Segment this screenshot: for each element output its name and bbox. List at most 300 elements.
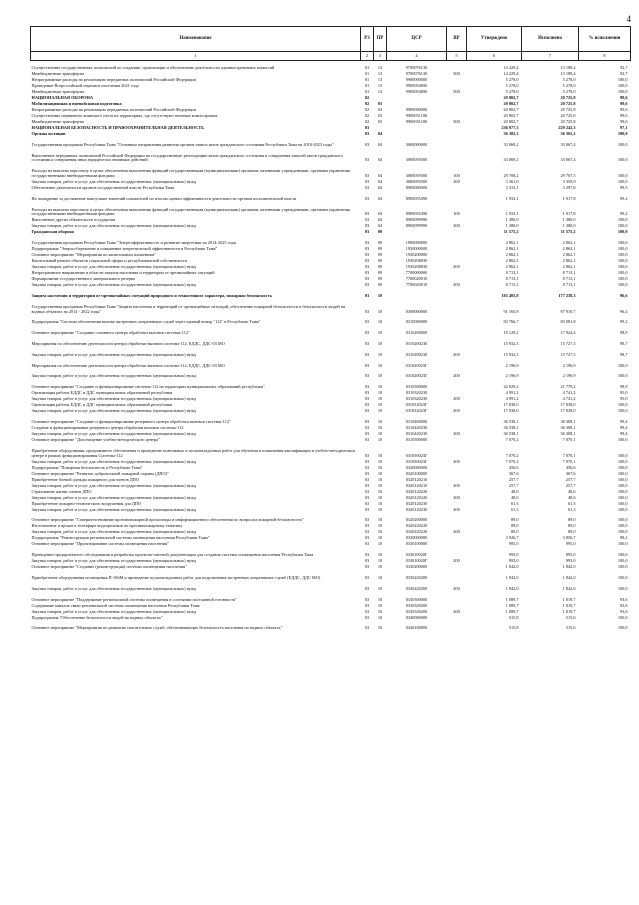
row-percent: 100,0: [617, 258, 628, 264]
row-approved: 1 933,1: [505, 195, 519, 201]
row-pr: 10: [377, 596, 383, 602]
table-row: [31, 379, 631, 390]
row-percent: 100,0: [617, 523, 628, 529]
row-csr: 0320220220: [405, 529, 428, 535]
row-pr: 10: [377, 574, 383, 580]
row-csr: 0320120220: [405, 494, 428, 500]
row-rz: 01: [364, 77, 370, 82]
table-row: [31, 288, 631, 299]
row-csr: 8900055490: [405, 211, 428, 217]
row-rz: 03: [364, 351, 370, 357]
row-name: Осуществление государственных полномочий по созданию, организации и обеспечению деятельности административных комиссий: [31, 65, 275, 70]
row-name: Подпрограмма "Энергосбережение и повышение энергетической эффективности в Республике Тыва": [31, 246, 218, 252]
row-rz: 03: [364, 558, 370, 564]
row-percent: 100,0: [617, 270, 628, 276]
row-executed: 20 725,8: [560, 101, 576, 106]
row-name: Выполнение переданных полномочий Российской Федерации на государственную регистрацию актов гражданского состояния и совершения записей актов гражданского состояния и совершения иных юридически значимых действий: [31, 152, 343, 163]
row-percent: 100,0: [617, 452, 628, 458]
table-row: [31, 148, 631, 164]
row-executed: 20 725,8: [560, 95, 576, 100]
row-executed: 7 070,1: [562, 458, 576, 464]
row-executed: 2 862,1: [562, 246, 576, 252]
row-csr: 0320200000: [405, 517, 428, 523]
row-vr: 200: [453, 223, 460, 229]
row-vr: 100: [453, 172, 460, 178]
row-percent: 100,0: [617, 89, 628, 94]
row-csr: 3000059300: [405, 172, 428, 178]
row-rz: 03: [364, 258, 370, 264]
row-executed: 2 196,9: [562, 373, 576, 379]
row-rz: 03: [364, 223, 370, 229]
row-csr: 0310420230: [405, 430, 428, 436]
row-csr: 0330220200: [405, 574, 428, 580]
row-approved: 2 862,1: [505, 246, 519, 252]
row-approved: 367,6: [508, 470, 519, 476]
row-name: Закупка товаров, работ и услуг для обеспечения государственных (муниципальных) нужд: [31, 585, 197, 591]
row-vr: [447, 60, 467, 71]
row-name: Межбюджетные трансферты: [31, 119, 85, 124]
row-vr: 200: [453, 506, 460, 512]
row-csr: 8900055490: [405, 195, 428, 201]
row-rz: 02: [364, 95, 370, 100]
row-csr: 031032023Г: [405, 408, 428, 414]
row-name: Закупка товаров, работ и услуг для обеспечения государственных (муниципальных) нужд: [31, 373, 197, 379]
row-csr: 0330320200: [405, 602, 428, 608]
row-executed: 2 862,1: [562, 252, 576, 258]
row-approved: 91 165,8: [503, 308, 519, 314]
row-rz: 03: [364, 172, 370, 178]
row-rz: 03: [364, 373, 370, 379]
row-percent: 98,9: [619, 330, 628, 336]
row-vr: [447, 592, 467, 603]
row-vr: 200: [453, 585, 460, 591]
table-row: [31, 414, 631, 425]
row-pr: 09: [377, 229, 383, 235]
row-csr: 031032023Г: [405, 402, 428, 408]
row-rz: 03: [364, 264, 370, 270]
row-percent: 98,7: [619, 340, 628, 346]
row-csr: 0310000000: [405, 319, 428, 325]
row-executed: 5 278,0: [562, 83, 576, 88]
row-rz: 03: [364, 523, 370, 529]
row-name: Межбюджетные трансферты: [31, 89, 85, 94]
col-num: 5: [447, 52, 467, 61]
table-row: [31, 443, 631, 459]
row-rz: 03: [364, 494, 370, 500]
row-executed: 5 278,0: [562, 89, 576, 94]
row-csr: 3000059300: [405, 178, 428, 184]
row-executed: 257,7: [565, 482, 576, 488]
col-num: 2: [361, 52, 374, 61]
table-row: [31, 299, 631, 315]
row-pr: 13: [377, 83, 383, 88]
row-percent: 100,0: [617, 246, 628, 252]
row-approved: 1 933,1: [505, 211, 519, 217]
row-vr: 200: [453, 608, 460, 614]
row-percent: 99,2: [619, 319, 628, 325]
row-percent: 99,6: [619, 119, 628, 124]
col-num: 1: [31, 52, 361, 61]
row-percent: 100,0: [617, 141, 628, 147]
row-percent: 93,6: [619, 596, 628, 602]
row-executed: 995,0: [565, 558, 576, 564]
row-approved: 5 278,0: [505, 83, 519, 88]
row-executed: 20 725,8: [560, 119, 576, 124]
row-pr: 10: [377, 506, 383, 512]
row-name: Основное мероприятие "Проектирование системы оповещения населения": [31, 541, 169, 547]
row-vr: 200: [453, 264, 460, 270]
row-name: Защита населения и территории от чрезвычайных ситуаций природного и техногенного характера, пожарная безопасность: [31, 292, 272, 298]
row-percent: 100,0: [617, 276, 628, 282]
row-name: Формирование государственного материального резерва: [31, 276, 135, 282]
row-pr: 10: [377, 340, 383, 346]
row-approved: 29 708,2: [503, 172, 519, 178]
row-rz: 03: [364, 276, 370, 282]
row-name: Приобретение боевой одежды пожарного для членов ДПО: [31, 476, 139, 482]
row-rz: 03: [364, 500, 370, 506]
row-approved: 36 538,1: [503, 424, 519, 430]
row-rz: 03: [364, 574, 370, 580]
row-pr: 10: [377, 402, 383, 408]
row-pr: 10: [377, 558, 383, 564]
row-rz: 01: [364, 83, 370, 88]
row-rz: 03: [364, 529, 370, 535]
row-vr: [447, 620, 467, 631]
row-pr: 10: [377, 535, 383, 541]
row-rz: 03: [364, 458, 370, 464]
row-rz: 03: [364, 552, 370, 558]
row-approved: 17 038,0: [503, 408, 519, 414]
col-header-pr: ПР: [374, 27, 387, 52]
row-executed: 8 713,1: [562, 282, 576, 288]
row-approved: 2 862,1: [505, 240, 519, 246]
row-percent: 93,6: [619, 602, 628, 608]
row-approved: 7 070,2: [505, 436, 519, 442]
row-name: Закупка товаров, работ и услуг для обеспечения государственных (муниципальных) нужд: [31, 506, 197, 512]
row-percent: 99,2: [619, 211, 628, 217]
row-name: Непрограммное направление в области защиты населения и территории от чрезвычайных ситуаций: [31, 270, 215, 276]
row-approved: 33 069,2: [503, 141, 519, 147]
row-executed: 456,6: [565, 464, 576, 470]
row-csr: 0320220220: [405, 523, 428, 529]
row-rz: 03: [364, 178, 370, 184]
row-name: Закупка товаров, работ и услуг для обеспечения государственных (муниципальных) нужд: [31, 608, 197, 614]
row-csr: 9900054690: [405, 89, 428, 94]
row-percent: 100,0: [617, 506, 628, 512]
row-executed: 1 917,8: [562, 211, 576, 217]
row-percent: 100,0: [617, 373, 628, 379]
row-pr: 10: [377, 488, 383, 494]
row-name: Основное мероприятие "Создание и функционирование резервного центра обработки вызовов системы-112": [31, 418, 231, 424]
row-executed: 17 924,4: [560, 330, 576, 336]
row-pr: 10: [377, 452, 383, 458]
row-approved: 17 038,0: [503, 402, 519, 408]
row-vr: 200: [453, 396, 460, 402]
col-header-executed: Исполнено: [522, 27, 579, 52]
page-number: 4: [626, 14, 631, 24]
row-rz: 03: [364, 585, 370, 591]
row-name: Подпрограмма "Обеспечение безопасности людей на водных объектах": [31, 614, 163, 620]
row-executed: 3 856,7: [562, 535, 576, 541]
table-row: [31, 235, 631, 246]
row-pr: 09: [377, 264, 383, 270]
row-csr: 0310200230: [405, 340, 428, 346]
row-percent: 100,0: [617, 362, 628, 368]
row-executed: 7 070,1: [562, 452, 576, 458]
table-row: [31, 512, 631, 523]
row-percent: 100,0: [617, 476, 628, 482]
row-executed: 2 862,1: [562, 264, 576, 270]
row-executed: 89,0: [567, 523, 576, 529]
row-approved: 11 575,2: [503, 229, 519, 235]
row-rz: 03: [364, 464, 370, 470]
row-approved: 14 229,4: [503, 65, 519, 70]
row-csr: 0330220200: [405, 585, 428, 591]
table-row: [31, 570, 631, 581]
row-approved: 3 313,1: [505, 184, 519, 190]
row-name: Закупка товаров, работ и услуг для обеспечения государственных (муниципальных) нужд: [31, 351, 197, 357]
row-rz: 03: [364, 292, 370, 298]
row-csr: 1930200000: [405, 252, 428, 258]
row-name: Содержание каналов связи региональной системы оповещения населения Республики Тыва: [31, 602, 200, 608]
row-csr: 033010020Г: [405, 552, 428, 558]
row-rz: 03: [364, 402, 370, 408]
row-percent: 97,1: [619, 125, 628, 130]
row-approved: 15 932,3: [503, 340, 519, 346]
row-executed: 21 779,2: [560, 384, 576, 390]
row-csr: 031050023Г: [405, 452, 428, 458]
row-executed: 83 081,8: [560, 319, 576, 325]
row-executed: 1 842,0: [562, 564, 576, 570]
table-row: [31, 60, 631, 71]
row-name: НАЦИОНАЛЬНАЯ ОБОРОНА: [31, 95, 93, 100]
row-vr: [447, 137, 467, 148]
row-name: Органы юстиции: [31, 131, 66, 136]
row-name: Основное мероприятие "Развитие добровольной пожарной охраны (ДПО)": [31, 470, 169, 476]
row-pr: 10: [377, 602, 383, 608]
row-name: Основное мероприятие "Создание (реконструкция) системы оповещения населения": [31, 564, 187, 570]
row-approved: 2 862,1: [505, 252, 519, 258]
row-name: Организация работы ЕДДС и ДДС муниципальных образований республики: [31, 390, 173, 396]
row-executed: 48,6: [567, 488, 576, 494]
table-row: [31, 137, 631, 148]
row-rz: 02: [364, 119, 370, 124]
row-pr: 09: [377, 276, 383, 282]
row-approved: 20 802,7: [503, 113, 519, 118]
col-header-approved: Утверждено: [467, 27, 522, 52]
row-approved: 1 089,7: [505, 602, 519, 608]
row-approved: 22 029,2: [503, 384, 519, 390]
row-percent: 100,0: [617, 131, 628, 136]
row-name: Приобретение оборудования оповещения П-166М и проведение пусконаладочных работ для подключения экстренных оперативных служб (ЕДДС, ДДС МО): [31, 574, 321, 580]
row-rz: 03: [364, 564, 370, 570]
row-percent: 100,0: [617, 552, 628, 558]
row-approved: 7 070,2: [505, 458, 519, 464]
row-percent: 100,0: [617, 252, 628, 258]
row-rz: 02: [364, 107, 370, 112]
row-executed: 3 359,9: [562, 178, 576, 184]
row-percent: 99,4: [619, 424, 628, 430]
row-pr: 10: [377, 458, 383, 464]
row-vr: [447, 191, 467, 202]
row-executed: 17 038,0: [560, 408, 576, 414]
row-pr: 10: [377, 608, 383, 614]
row-pr: 09: [377, 282, 383, 288]
row-rz: 03: [364, 270, 370, 276]
row-percent: 100,0: [617, 264, 628, 270]
row-csr: 0300000000: [405, 308, 428, 314]
row-percent: 100,0: [617, 172, 628, 178]
col-header-name: Наименование: [31, 27, 361, 52]
row-executed: 2 862,1: [562, 240, 576, 246]
row-name: Закупка товаров, работ и услуг для обеспечения государственных (муниципальных) нужд: [31, 482, 197, 488]
col-num: 7: [522, 52, 579, 61]
row-executed: 20 725,8: [560, 107, 576, 112]
row-executed: 15 727,5: [560, 351, 576, 357]
row-approved: 236 077,3: [501, 125, 519, 130]
row-name: Закупка товаров, работ и услуг для обеспечения государственных (муниципальных) нужд: [31, 282, 197, 288]
row-percent: 95,0: [619, 396, 628, 402]
row-name: Закупка товаров, работ и услуг для обеспечения государственных (муниципальных) нужд: [31, 494, 197, 500]
row-percent: 92,7: [619, 65, 628, 70]
row-percent: 92,7: [619, 71, 628, 76]
row-approved: 1 842,0: [505, 564, 519, 570]
row-executed: 1 019,7: [562, 602, 576, 608]
row-csr: 0310500000: [405, 436, 428, 442]
table-row: [31, 336, 631, 347]
row-pr: 09: [377, 270, 383, 276]
row-approved: 8 713,1: [505, 276, 519, 282]
row-csr: 0320120210: [405, 482, 428, 488]
row-name: Расходы на выплаты персоналу в целях обеспечения выполнения функций государственными (муниципальными) органами, казенными учреждениями, органами управления государственными внебюджетными фондами: [31, 206, 350, 217]
row-rz: 03: [364, 390, 370, 396]
row-rz: 03: [364, 362, 370, 368]
row-executed: 367,6: [565, 470, 576, 476]
row-percent: 100,0: [617, 529, 628, 535]
row-csr: 0320120230: [405, 500, 428, 506]
row-name: Закупка товаров, работ и услуг для обеспечения государственных (муниципальных) нужд: [31, 558, 197, 564]
row-pr: 04: [377, 172, 383, 178]
row-name: Основное мероприятие "Создание и функционирование системы-112 на территории муниципальных образований республики": [31, 384, 265, 390]
row-pr: 10: [377, 541, 383, 547]
row-csr: 8900000000: [405, 184, 428, 190]
table-row: [31, 163, 631, 179]
row-name: Закупка товаров, работ и услуг для обеспечения государственных (муниципальных) нужд: [31, 458, 197, 464]
row-pr: 10: [377, 430, 383, 436]
row-rz: 02: [364, 113, 370, 118]
row-percent: 98,9: [619, 384, 628, 390]
row-csr: 0320120210: [405, 476, 428, 482]
table-row: [31, 314, 631, 325]
row-name: Подпрограмма "Пожарная безопасность в Республике Тыва": [31, 464, 143, 470]
row-csr: 0330320200: [405, 608, 428, 614]
table-row: [31, 347, 631, 358]
table-row: [31, 202, 631, 218]
row-percent: 100,0: [617, 488, 628, 494]
row-vr: [447, 443, 467, 459]
row-approved: 1 380,0: [505, 217, 519, 223]
row-executed: 2 862,1: [562, 258, 576, 264]
row-pr: 10: [377, 470, 383, 476]
row-rz: 03: [364, 608, 370, 614]
row-rz: 03: [364, 157, 370, 163]
row-percent: 99,6: [619, 95, 628, 100]
row-name: Государственная программа Республики Тыва "Энергоэффективность и развитие энергетики на 2014-2025 годы: [31, 240, 237, 246]
row-executed: 33 067,4: [560, 157, 576, 163]
row-csr: 9700076130: [405, 65, 428, 70]
row-rz: 03: [364, 602, 370, 608]
row-csr: 0330100000: [405, 541, 428, 547]
row-rz: 03: [364, 131, 370, 136]
row-rz: 03: [364, 452, 370, 458]
row-pr: 10: [377, 494, 383, 500]
row-pr: 10: [377, 384, 383, 390]
row-vr: 200: [453, 482, 460, 488]
row-name: Закупка товаров, работ и услуг для обеспечения государственных (муниципальных) нужд: [31, 223, 197, 229]
row-executed: 177 238,3: [558, 292, 576, 298]
row-percent: 100,0: [617, 585, 628, 591]
row-csr: 7700020010: [405, 276, 428, 282]
row-percent: 100,0: [617, 408, 628, 414]
row-pr: 10: [377, 464, 383, 470]
row-rz: 03: [364, 625, 370, 631]
row-vr: 200: [453, 282, 460, 288]
row-percent: 99,4: [619, 430, 628, 436]
row-percent: 99,6: [619, 107, 628, 112]
row-executed: 995,0: [565, 552, 576, 558]
row-name: Создание и функционирование резервного центра обработки вызовов системы-112: [31, 424, 184, 430]
row-executed: 36 308,1: [560, 430, 576, 436]
row-approved: 15 932,3: [503, 351, 519, 357]
row-pr: 10: [377, 523, 383, 529]
row-vr: [447, 299, 467, 315]
row-name: Страхование жизни членов ДПО: [31, 488, 92, 494]
row-name: Приобретение пожарно-технического вооружения для ДПО: [31, 500, 141, 506]
row-name: Гражданская оборона: [31, 229, 74, 235]
row-pr: 04: [377, 217, 383, 223]
row-csr: 7700000000: [405, 270, 428, 276]
row-pr: 10: [377, 390, 383, 396]
row-approved: 3 926,7: [505, 535, 519, 541]
row-executed: 13 188,4: [560, 71, 576, 76]
row-percent: 99,2: [619, 195, 628, 201]
row-percent: 99,5: [619, 184, 628, 190]
row-executed: 7 070,1: [562, 436, 576, 442]
row-pr: 04: [377, 184, 383, 190]
row-pr: 09: [377, 246, 383, 252]
row-pr: 10: [377, 408, 383, 414]
row-executed: 3 297,8: [562, 184, 576, 190]
row-vr: 100: [453, 211, 460, 217]
row-rz: 03: [364, 424, 370, 430]
row-pr: 10: [377, 476, 383, 482]
row-percent: 99,6: [619, 113, 628, 118]
row-rz: 03: [364, 319, 370, 325]
row-vr: [447, 547, 467, 558]
row-pr: 04: [377, 195, 383, 201]
row-rz: 03: [364, 195, 370, 201]
row-name: Основное мероприятие "Создание основного центра обработки вызовов системы-112": [31, 330, 190, 336]
row-name: Основное мероприятие "Дооснащение учебно-методического центра": [31, 436, 160, 442]
row-csr: 1930208830: [405, 264, 428, 270]
row-percent: 100,0: [617, 77, 628, 82]
row-approved: 257,7: [508, 476, 519, 482]
row-name: Закупка товаров, работ и услуг для обеспечения государственных (муниципальных) нужд: [31, 178, 197, 184]
row-executed: 1 019,7: [562, 608, 576, 614]
row-name: Капитальный ремонт объектов социальной сферы и республиканской собственности: [31, 258, 187, 264]
row-approved: 20 802,7: [503, 119, 519, 124]
row-pr: 10: [377, 308, 383, 314]
